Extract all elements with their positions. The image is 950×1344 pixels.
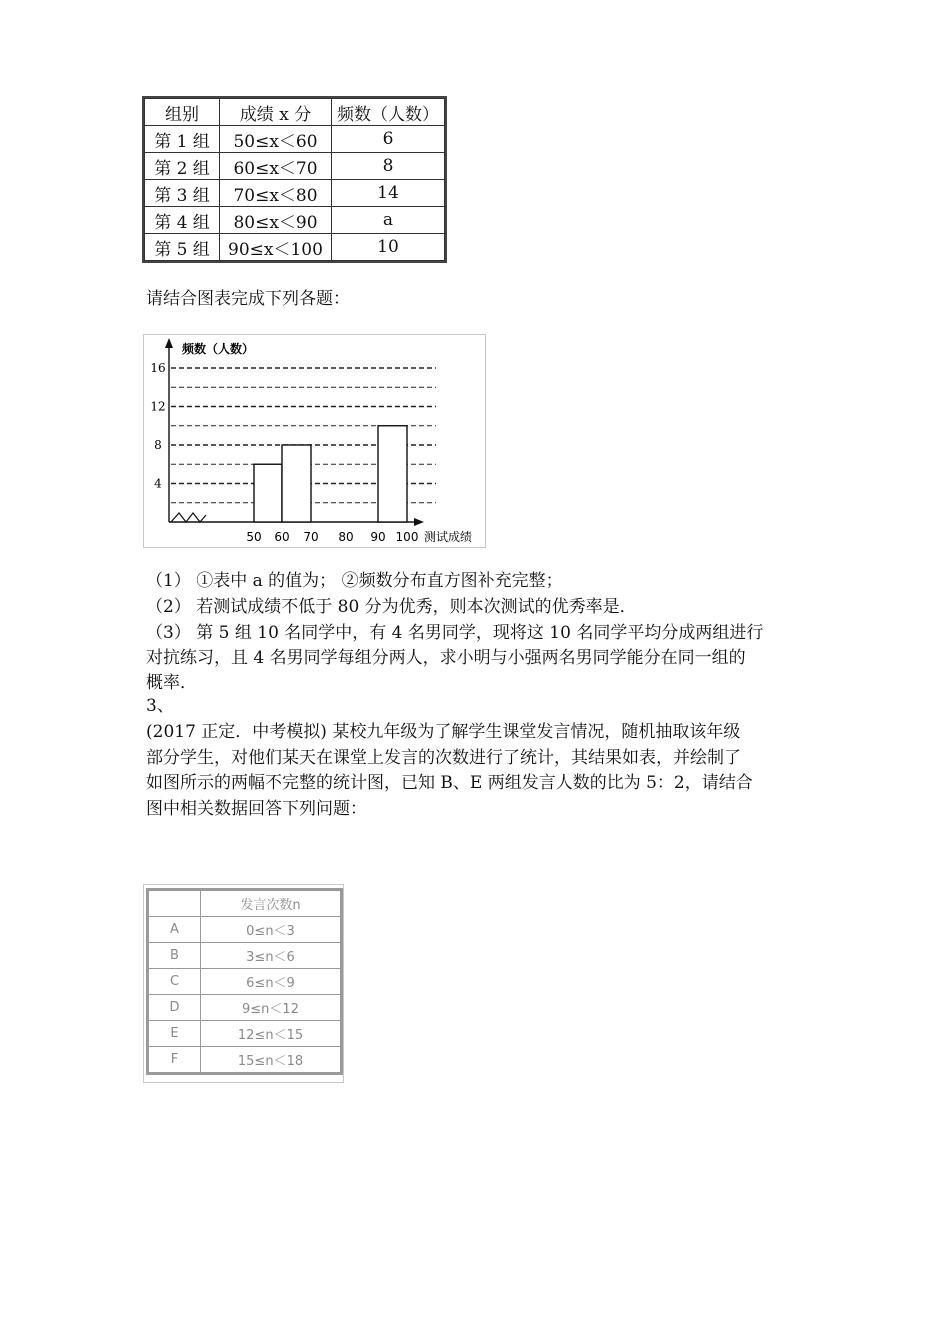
x-tick-label: 70 xyxy=(303,530,319,544)
table-header-cell: 频数（人数） xyxy=(332,99,445,126)
table-cell: 10 xyxy=(332,234,445,261)
y-tick-label: 16 xyxy=(150,361,166,375)
table-row xyxy=(149,1047,341,1073)
table-header-row xyxy=(149,891,341,917)
table-header-cell: 发言次数n xyxy=(201,891,341,917)
table-row xyxy=(145,180,445,207)
question-3-line-1: （3） 第 5 组 10 名同学中，有 4 名男同学，现将这 10 名同学平均分成两组进行 xyxy=(146,623,764,643)
table-row xyxy=(149,1021,341,1047)
x-axis-arrow xyxy=(414,518,424,526)
table-cell: 3≤n＜6 xyxy=(201,943,341,969)
y-tick-label: 4 xyxy=(154,476,162,491)
x-tick-label: 50 xyxy=(246,530,262,544)
table-cell: F xyxy=(149,1047,201,1073)
table-cell: 第 5 组 xyxy=(145,234,220,261)
table-cell: 80≤x＜90 xyxy=(220,207,332,234)
table-row xyxy=(145,126,445,153)
table-cell: a xyxy=(332,207,445,234)
table-row xyxy=(149,917,341,943)
x-tick-label: 100 xyxy=(395,530,419,544)
table-cell: 12≤n＜15 xyxy=(201,1021,341,1047)
histogram-bar xyxy=(282,445,311,522)
table-cell: 6 xyxy=(332,126,445,153)
table-cell: 14 xyxy=(332,180,445,207)
problem-3-line-2: 部分学生，对他们某天在课堂上发言的次数进行了统计，其结果如表，并绘制了 xyxy=(146,748,741,768)
table-row xyxy=(145,234,445,261)
y-tick-label: 8 xyxy=(154,438,162,452)
table-cell: 15≤n＜18 xyxy=(201,1047,341,1073)
y-tick-labels xyxy=(150,361,165,491)
problem-3-line-1: (2017 正定．中考模拟) 某校九年级为了解学生课堂发言情况，随机抽取该年级 xyxy=(146,722,741,742)
table-cell: 8 xyxy=(332,153,445,180)
speech-count-table xyxy=(148,890,341,1073)
table-cell: 第 4 组 xyxy=(145,207,220,234)
prompt-text: 请结合图表完成下列各题： xyxy=(146,289,350,309)
x-tick-label: 60 xyxy=(274,530,290,544)
axis-break-zigzag xyxy=(171,513,206,522)
table-cell: C xyxy=(149,969,201,995)
table-cell: 9≤n＜12 xyxy=(201,995,341,1021)
table-cell: 0≤n＜3 xyxy=(201,917,341,943)
table-cell: E xyxy=(149,1021,201,1047)
y-axis-arrow xyxy=(165,338,173,348)
table-cell: 90≤x＜100 xyxy=(220,234,332,261)
table-row xyxy=(149,943,341,969)
y-tick-label: 12 xyxy=(150,399,166,414)
table-cell: 第 2 组 xyxy=(145,153,220,180)
table-cell: 第 1 组 xyxy=(145,126,220,153)
x-tick-labels xyxy=(246,530,418,544)
question-3-line-3: 概率． xyxy=(146,673,197,693)
x-axis-label: 测试成绩 xyxy=(424,530,473,544)
table-header-row xyxy=(145,99,445,126)
question-1: （1） ①表中 a 的值为； ②频数分布直方图补充完整； xyxy=(146,571,563,591)
grade-frequency-table xyxy=(144,98,445,261)
table-cell: 第 3 组 xyxy=(145,180,220,207)
table-header-cell: 组别 xyxy=(145,99,220,126)
table-row xyxy=(149,969,341,995)
table-row xyxy=(145,207,445,234)
table-header-cell: 成绩 x 分 xyxy=(220,99,332,126)
table-header-cell xyxy=(149,891,201,917)
histogram-svg xyxy=(144,335,485,547)
problem-3-line-3: 如图所示的两幅不完整的统计图，已知 B、E 两组发言人数的比为 5：2，请结合 xyxy=(146,773,753,793)
x-tick-label: 90 xyxy=(370,530,386,544)
speech-count-table-image xyxy=(143,884,344,1083)
table-cell: 60≤x＜70 xyxy=(220,153,332,180)
table-cell: A xyxy=(149,917,201,943)
bars xyxy=(254,426,407,522)
table-cell: B xyxy=(149,943,201,969)
table-row xyxy=(145,153,445,180)
table-cell: 6≤n＜9 xyxy=(201,969,341,995)
table-cell: D xyxy=(149,995,201,1021)
x-tick-label: 80 xyxy=(338,530,354,544)
table-cell: 70≤x＜80 xyxy=(220,180,332,207)
question-2: （2） 若测试成绩不低于 80 分为优秀，则本次测试的优秀率是． xyxy=(146,597,637,617)
frequency-histogram xyxy=(143,334,486,548)
problem-3-line-4: 图中相关数据回答下列问题： xyxy=(146,799,367,819)
question-3-line-2: 对抗练习，且 4 名男同学每组分两人，求小明与小强两名男同学能分在同一组的 xyxy=(146,648,746,668)
y-axis-label: 频数（人数） xyxy=(182,342,255,356)
histogram-bar xyxy=(254,464,282,522)
problem-number: 3、 xyxy=(146,696,174,716)
table-cell: 50≤x＜60 xyxy=(220,126,332,153)
table-row xyxy=(149,995,341,1021)
histogram-bar xyxy=(378,426,407,522)
